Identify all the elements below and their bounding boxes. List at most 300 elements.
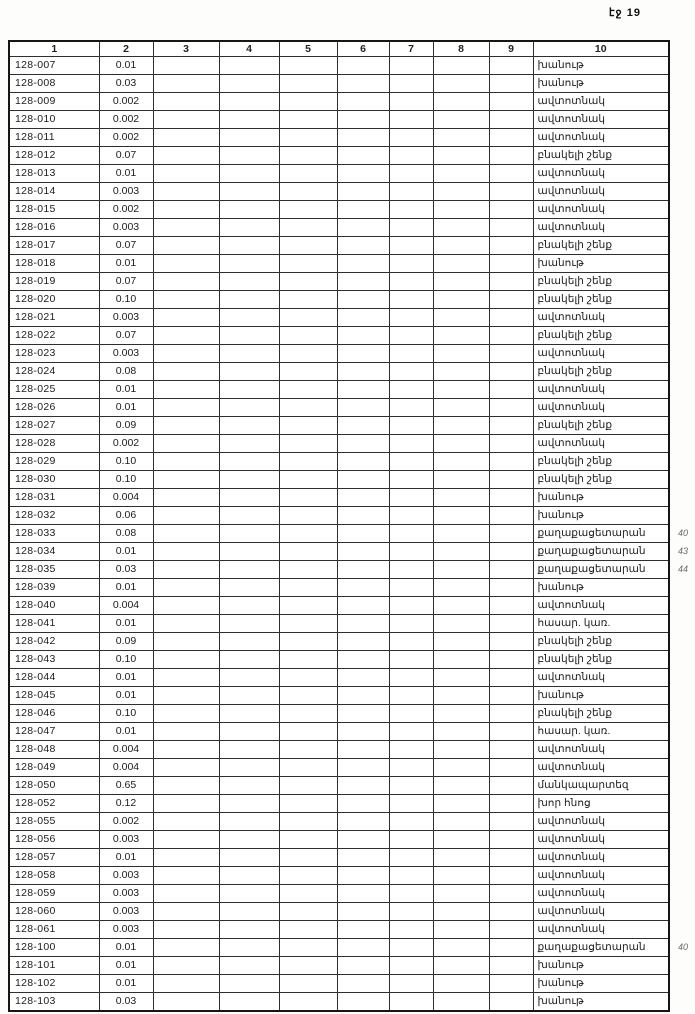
- empty-cell: [337, 309, 389, 327]
- empty-cell: [389, 219, 433, 237]
- empty-cell: [279, 615, 337, 633]
- empty-cell: [433, 453, 489, 471]
- use-type-cell: խանութ: [533, 75, 669, 93]
- table-row: [9, 633, 669, 651]
- table-row: [9, 687, 669, 705]
- column-header: 6: [337, 41, 389, 57]
- empty-cell: [489, 813, 533, 831]
- empty-cell: [433, 741, 489, 759]
- table-row: [9, 237, 669, 255]
- empty-cell: [279, 273, 337, 291]
- column-header: 2: [99, 41, 153, 57]
- empty-cell: [219, 579, 279, 597]
- empty-cell: [279, 633, 337, 651]
- area-value-cell: 0.10: [99, 291, 153, 309]
- table-row: [9, 993, 669, 1012]
- empty-cell: [489, 939, 533, 957]
- table-row: [9, 849, 669, 867]
- empty-cell: [279, 561, 337, 579]
- area-value-cell: 0.10: [99, 471, 153, 489]
- empty-cell: [489, 921, 533, 939]
- empty-cell: [153, 777, 219, 795]
- parcel-id-cell: 128-012: [9, 147, 99, 165]
- empty-cell: [489, 597, 533, 615]
- empty-cell: [337, 579, 389, 597]
- empty-cell: [279, 111, 337, 129]
- empty-cell: [433, 777, 489, 795]
- empty-cell: [219, 417, 279, 435]
- area-value-cell: 0.002: [99, 813, 153, 831]
- area-value-cell: 0.01: [99, 399, 153, 417]
- table-row: [9, 129, 669, 147]
- empty-cell: [389, 705, 433, 723]
- empty-cell: [433, 129, 489, 147]
- empty-cell: [337, 201, 389, 219]
- use-type-cell: բնակելի շենք: [533, 633, 669, 651]
- empty-cell: [219, 777, 279, 795]
- empty-cell: [433, 993, 489, 1012]
- empty-cell: [153, 669, 219, 687]
- empty-cell: [153, 579, 219, 597]
- use-type-cell: բնակելի շենք: [533, 471, 669, 489]
- empty-cell: [153, 111, 219, 129]
- area-value-cell: 0.003: [99, 921, 153, 939]
- empty-cell: [153, 651, 219, 669]
- empty-cell: [389, 111, 433, 129]
- table-row: [9, 273, 669, 291]
- use-type-cell: ավտոտնակ: [533, 111, 669, 129]
- empty-cell: [433, 921, 489, 939]
- empty-cell: [433, 93, 489, 111]
- parcel-id-cell: 128-056: [9, 831, 99, 849]
- table-row: [9, 345, 669, 363]
- parcel-id-cell: 128-007: [9, 57, 99, 75]
- empty-cell: [389, 615, 433, 633]
- empty-cell: [389, 741, 433, 759]
- empty-cell: [489, 327, 533, 345]
- empty-cell: [219, 723, 279, 741]
- area-value-cell: 0.003: [99, 219, 153, 237]
- empty-cell: [433, 237, 489, 255]
- empty-cell: [153, 993, 219, 1012]
- table-row: [9, 309, 669, 327]
- empty-cell: [337, 705, 389, 723]
- use-type-cell: բնակելի շենք: [533, 237, 669, 255]
- empty-cell: [219, 993, 279, 1012]
- parcel-id-cell: 128-024: [9, 363, 99, 381]
- table-row: [9, 57, 669, 75]
- empty-cell: [433, 291, 489, 309]
- empty-cell: [489, 75, 533, 93]
- empty-cell: [219, 363, 279, 381]
- empty-cell: [433, 561, 489, 579]
- empty-cell: [433, 939, 489, 957]
- use-type-cell: ավտոտնակ: [533, 741, 669, 759]
- table-row: [9, 399, 669, 417]
- empty-cell: [489, 561, 533, 579]
- area-value-cell: 0.002: [99, 435, 153, 453]
- empty-cell: [433, 345, 489, 363]
- column-header: 10: [533, 41, 669, 57]
- empty-cell: [279, 327, 337, 345]
- table-row: [9, 435, 669, 453]
- area-value-cell: 0.09: [99, 633, 153, 651]
- use-type-cell: մանկապարտեզ: [533, 777, 669, 795]
- area-value-cell: 0.01: [99, 255, 153, 273]
- empty-cell: [489, 651, 533, 669]
- use-type-cell: ավտոտնակ: [533, 201, 669, 219]
- empty-cell: [279, 813, 337, 831]
- empty-cell: [219, 219, 279, 237]
- table-row: [9, 507, 669, 525]
- empty-cell: [389, 93, 433, 111]
- empty-cell: [489, 255, 533, 273]
- area-value-cell: 0.004: [99, 759, 153, 777]
- table-row: [9, 147, 669, 165]
- empty-cell: [279, 147, 337, 165]
- parcel-id-cell: 128-039: [9, 579, 99, 597]
- empty-cell: [219, 291, 279, 309]
- empty-cell: [279, 849, 337, 867]
- empty-cell: [153, 399, 219, 417]
- empty-cell: [433, 165, 489, 183]
- area-value-cell: 0.07: [99, 147, 153, 165]
- empty-cell: [337, 111, 389, 129]
- area-value-cell: 0.01: [99, 543, 153, 561]
- empty-cell: [389, 183, 433, 201]
- empty-cell: [389, 813, 433, 831]
- empty-cell: [219, 795, 279, 813]
- empty-cell: [279, 903, 337, 921]
- empty-cell: [433, 759, 489, 777]
- empty-cell: [153, 57, 219, 75]
- empty-cell: [219, 327, 279, 345]
- empty-cell: [153, 687, 219, 705]
- empty-cell: [219, 921, 279, 939]
- empty-cell: [219, 273, 279, 291]
- empty-cell: [337, 57, 389, 75]
- parcel-id-cell: 128-010: [9, 111, 99, 129]
- empty-cell: [433, 219, 489, 237]
- empty-cell: [489, 471, 533, 489]
- parcel-id-cell: 128-015: [9, 201, 99, 219]
- table-row: [9, 291, 669, 309]
- table-row: [9, 669, 669, 687]
- empty-cell: [489, 435, 533, 453]
- empty-cell: [153, 831, 219, 849]
- empty-cell: [433, 507, 489, 525]
- empty-cell: [337, 957, 389, 975]
- use-type-cell: ավտոտնակ: [533, 831, 669, 849]
- table-row: [9, 831, 669, 849]
- empty-cell: [433, 255, 489, 273]
- empty-cell: [279, 687, 337, 705]
- use-type-cell: խանութ: [533, 57, 669, 75]
- empty-cell: [337, 777, 389, 795]
- parcel-id-cell: 128-100: [9, 939, 99, 957]
- use-type-cell: ավտոտնակ: [533, 885, 669, 903]
- empty-cell: [389, 273, 433, 291]
- area-value-cell: 0.003: [99, 867, 153, 885]
- empty-cell: [337, 75, 389, 93]
- empty-cell: [337, 525, 389, 543]
- empty-cell: [337, 255, 389, 273]
- empty-cell: [153, 75, 219, 93]
- empty-cell: [153, 975, 219, 993]
- empty-cell: [389, 867, 433, 885]
- empty-cell: [389, 795, 433, 813]
- use-type-cell: խանութ: [533, 255, 669, 273]
- empty-cell: [389, 777, 433, 795]
- parcel-id-cell: 128-055: [9, 813, 99, 831]
- parcel-id-cell: 128-022: [9, 327, 99, 345]
- empty-cell: [433, 201, 489, 219]
- empty-cell: [219, 651, 279, 669]
- empty-cell: [153, 435, 219, 453]
- use-type-cell: խանութ: [533, 579, 669, 597]
- area-value-cell: 0.01: [99, 165, 153, 183]
- empty-cell: [219, 165, 279, 183]
- empty-cell: [489, 543, 533, 561]
- parcel-id-cell: 128-029: [9, 453, 99, 471]
- table-row: [9, 651, 669, 669]
- empty-cell: [489, 219, 533, 237]
- area-value-cell: 0.65: [99, 777, 153, 795]
- empty-cell: [433, 309, 489, 327]
- area-value-cell: 0.003: [99, 345, 153, 363]
- table-body: [9, 57, 688, 1012]
- empty-cell: [279, 921, 337, 939]
- empty-cell: [279, 165, 337, 183]
- empty-cell: [389, 237, 433, 255]
- use-type-cell: ավտոտնակ: [533, 435, 669, 453]
- margin-annotation: 43: [677, 546, 688, 556]
- use-type-cell: ավտոտնակ: [533, 183, 669, 201]
- empty-cell: [433, 813, 489, 831]
- empty-cell: [337, 507, 389, 525]
- empty-cell: [279, 417, 337, 435]
- empty-cell: [433, 705, 489, 723]
- empty-cell: [337, 921, 389, 939]
- table-row: [9, 183, 669, 201]
- empty-cell: [153, 813, 219, 831]
- empty-cell: [279, 183, 337, 201]
- use-type-cell: բնակելի շենք: [533, 705, 669, 723]
- parcel-id-cell: 128-028: [9, 435, 99, 453]
- empty-cell: [279, 507, 337, 525]
- empty-cell: [219, 129, 279, 147]
- empty-cell: [219, 147, 279, 165]
- use-type-cell: խանութ: [533, 507, 669, 525]
- parcel-id-cell: 128-043: [9, 651, 99, 669]
- empty-cell: [337, 885, 389, 903]
- table-row: [9, 363, 669, 381]
- empty-cell: [219, 489, 279, 507]
- empty-cell: [219, 813, 279, 831]
- empty-cell: [389, 543, 433, 561]
- empty-cell: [389, 579, 433, 597]
- use-type-cell: խոր հնոց: [533, 795, 669, 813]
- margin-annotation: 40: [677, 528, 688, 538]
- empty-cell: [489, 291, 533, 309]
- parcel-id-cell: 128-016: [9, 219, 99, 237]
- empty-cell: [489, 201, 533, 219]
- parcel-id-cell: 128-014: [9, 183, 99, 201]
- empty-cell: [219, 93, 279, 111]
- empty-cell: [337, 291, 389, 309]
- empty-cell: [337, 93, 389, 111]
- area-value-cell: 0.003: [99, 885, 153, 903]
- use-type-cell: ավտոտնակ: [533, 903, 669, 921]
- empty-cell: [433, 417, 489, 435]
- use-type-cell: քաղաքացետարան 43: [533, 543, 669, 561]
- area-value-cell: 0.07: [99, 327, 153, 345]
- table-row: [9, 471, 669, 489]
- table-row: [9, 759, 669, 777]
- table-row: [9, 867, 669, 885]
- empty-cell: [389, 381, 433, 399]
- empty-cell: [433, 975, 489, 993]
- empty-cell: [433, 687, 489, 705]
- empty-cell: [433, 615, 489, 633]
- empty-cell: [389, 831, 433, 849]
- use-type-cell: ավտոտնակ: [533, 165, 669, 183]
- table-row: [9, 903, 669, 921]
- use-type-cell: քաղաքացետարան 44: [533, 561, 669, 579]
- empty-cell: [389, 633, 433, 651]
- area-value-cell: 0.03: [99, 561, 153, 579]
- parcel-id-cell: 128-017: [9, 237, 99, 255]
- use-type-cell: բնակելի շենք: [533, 453, 669, 471]
- empty-cell: [337, 489, 389, 507]
- empty-cell: [389, 147, 433, 165]
- empty-cell: [389, 327, 433, 345]
- parcel-id-cell: 128-058: [9, 867, 99, 885]
- empty-cell: [389, 507, 433, 525]
- use-type-cell: ավտոտնակ: [533, 399, 669, 417]
- empty-cell: [389, 75, 433, 93]
- table-row: [9, 489, 669, 507]
- empty-cell: [433, 147, 489, 165]
- parcel-id-cell: 128-033: [9, 525, 99, 543]
- column-header: 8: [433, 41, 489, 57]
- empty-cell: [337, 435, 389, 453]
- parcel-id-cell: 128-041: [9, 615, 99, 633]
- empty-cell: [279, 759, 337, 777]
- empty-cell: [219, 309, 279, 327]
- table-row: [9, 165, 669, 183]
- empty-cell: [433, 273, 489, 291]
- empty-cell: [219, 471, 279, 489]
- empty-cell: [389, 57, 433, 75]
- parcel-id-cell: 128-034: [9, 543, 99, 561]
- empty-cell: [219, 435, 279, 453]
- empty-cell: [153, 345, 219, 363]
- parcel-id-cell: 128-057: [9, 849, 99, 867]
- empty-cell: [219, 831, 279, 849]
- empty-cell: [153, 129, 219, 147]
- empty-cell: [337, 561, 389, 579]
- empty-cell: [153, 903, 219, 921]
- parcel-id-cell: 128-008: [9, 75, 99, 93]
- table-row: [9, 453, 669, 471]
- table-row: [9, 579, 669, 597]
- empty-cell: [219, 759, 279, 777]
- table-row: [9, 705, 669, 723]
- area-value-cell: 0.002: [99, 111, 153, 129]
- parcel-id-cell: 128-049: [9, 759, 99, 777]
- empty-cell: [153, 273, 219, 291]
- empty-cell: [337, 273, 389, 291]
- empty-cell: [489, 165, 533, 183]
- empty-cell: [337, 453, 389, 471]
- empty-cell: [279, 309, 337, 327]
- empty-cell: [389, 129, 433, 147]
- empty-cell: [219, 111, 279, 129]
- empty-cell: [279, 363, 337, 381]
- empty-cell: [389, 957, 433, 975]
- empty-cell: [153, 309, 219, 327]
- table-row: [9, 741, 669, 759]
- empty-cell: [279, 435, 337, 453]
- area-value-cell: 0.01: [99, 669, 153, 687]
- empty-cell: [337, 399, 389, 417]
- empty-cell: [433, 795, 489, 813]
- empty-cell: [219, 615, 279, 633]
- empty-cell: [153, 705, 219, 723]
- empty-cell: [279, 345, 337, 363]
- empty-cell: [279, 651, 337, 669]
- empty-cell: [337, 813, 389, 831]
- parcel-id-cell: 128-026: [9, 399, 99, 417]
- empty-cell: [489, 363, 533, 381]
- use-type-cell: բնակելի շենք: [533, 651, 669, 669]
- margin-annotation: 44: [677, 564, 688, 574]
- empty-cell: [337, 219, 389, 237]
- parcel-id-cell: 128-021: [9, 309, 99, 327]
- parcel-id-cell: 128-009: [9, 93, 99, 111]
- empty-cell: [337, 471, 389, 489]
- use-type-cell: ավտոտնակ: [533, 93, 669, 111]
- empty-cell: [337, 327, 389, 345]
- empty-cell: [389, 597, 433, 615]
- empty-cell: [489, 381, 533, 399]
- empty-cell: [219, 237, 279, 255]
- parcel-id-cell: 128-018: [9, 255, 99, 273]
- empty-cell: [433, 381, 489, 399]
- table-row: [9, 795, 669, 813]
- parcel-id-cell: 128-044: [9, 669, 99, 687]
- empty-cell: [153, 939, 219, 957]
- empty-cell: [279, 993, 337, 1012]
- empty-cell: [153, 795, 219, 813]
- column-header: 7: [389, 41, 433, 57]
- empty-cell: [489, 741, 533, 759]
- empty-cell: [489, 93, 533, 111]
- empty-cell: [389, 291, 433, 309]
- empty-cell: [489, 957, 533, 975]
- empty-cell: [489, 867, 533, 885]
- empty-cell: [279, 237, 337, 255]
- empty-cell: [433, 543, 489, 561]
- area-value-cell: 0.002: [99, 201, 153, 219]
- empty-cell: [153, 291, 219, 309]
- empty-cell: [219, 975, 279, 993]
- empty-cell: [337, 165, 389, 183]
- empty-cell: [433, 327, 489, 345]
- empty-cell: [153, 237, 219, 255]
- area-value-cell: 0.004: [99, 489, 153, 507]
